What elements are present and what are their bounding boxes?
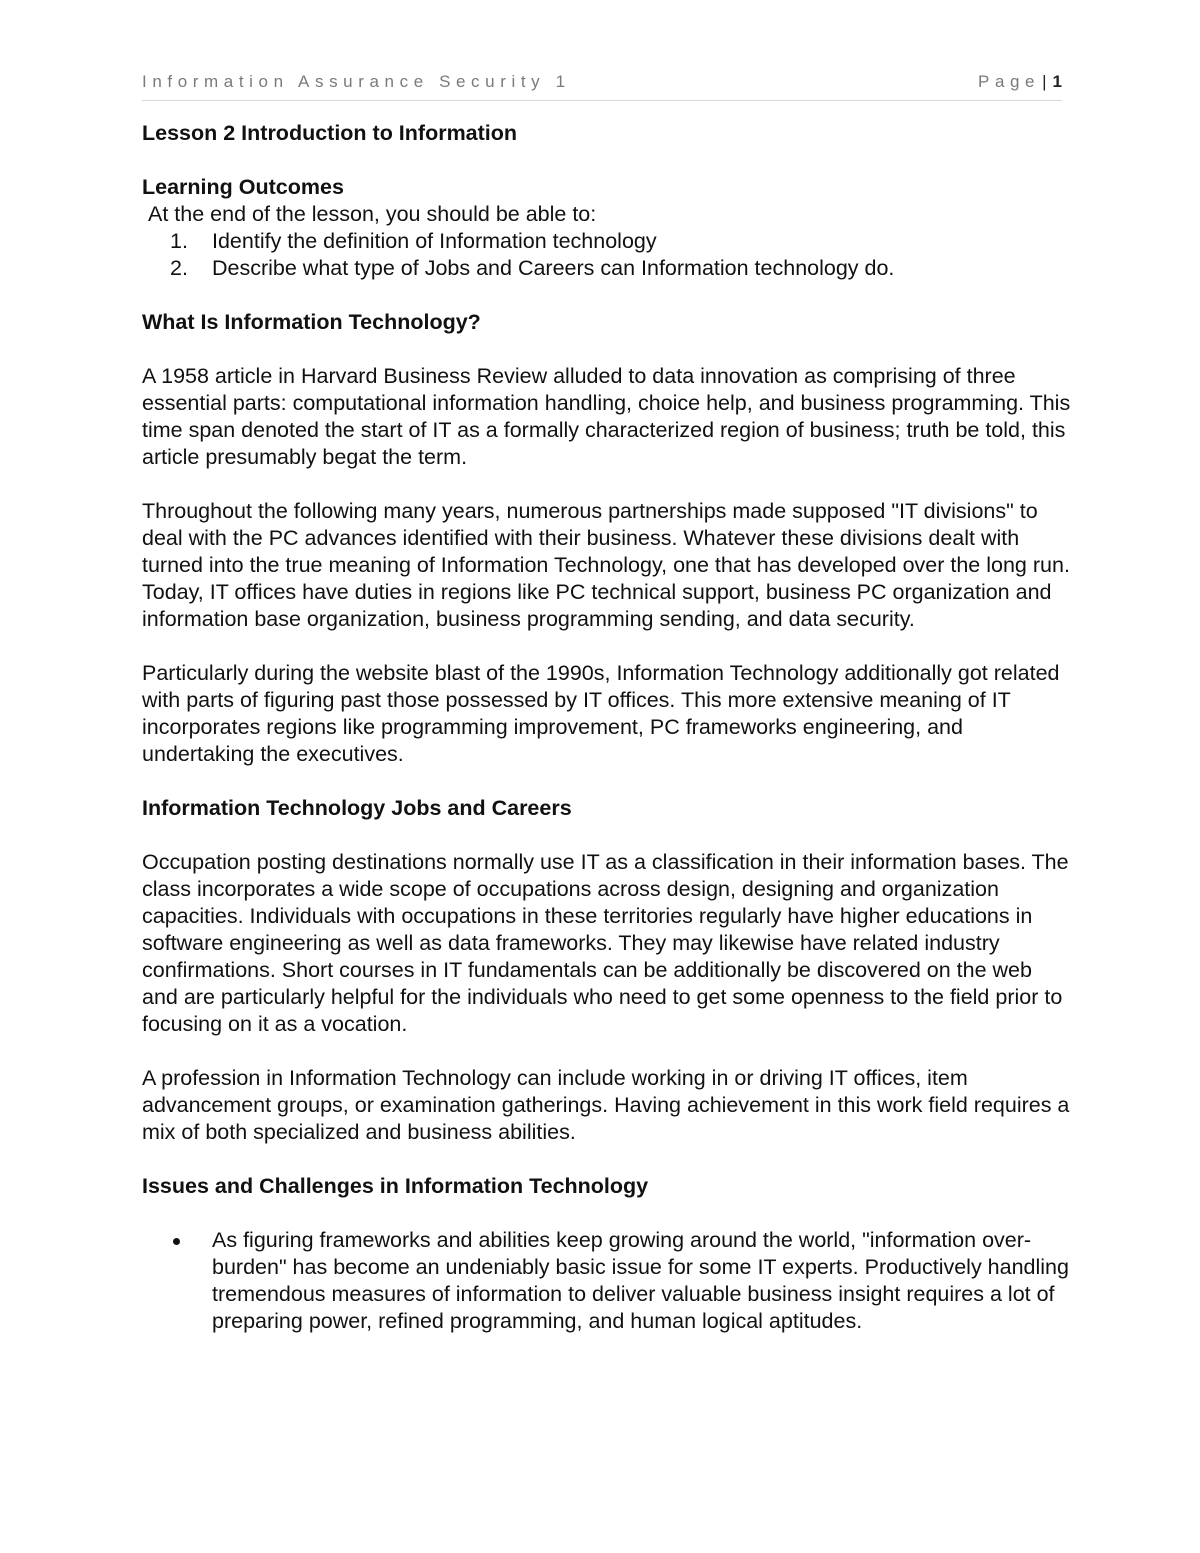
lesson-title: Lesson 2 Introduction to Information [142, 121, 518, 145]
list-item [142, 228, 1072, 255]
header-separator: | [1042, 72, 1047, 91]
paragraph: A 1958 article in Harvard Business Review alluded to data innovation as comprising of three essential parts: computational information handling, choice help, and business programming. This time span denoted the start of IT as a formally characterized region of business; truth be told, this article presumably begat the term. [142, 364, 1071, 469]
learning-outcomes-list [142, 228, 1072, 282]
list-item-number: 2. [170, 256, 188, 280]
learning-outcomes-intro: At the end of the lesson, you should be able to: [148, 202, 597, 226]
learning-outcomes-heading: Learning Outcomes [142, 175, 344, 199]
section-heading-jobs: Information Technology Jobs and Careers [142, 796, 572, 820]
list-item-text: Identify the definition of Information technology [212, 229, 657, 253]
list-item [142, 1227, 1072, 1335]
header-title: Information Assurance Security 1 [142, 72, 571, 91]
section-heading-what-is-it: What Is Information Technology? [142, 310, 481, 334]
bullet-icon [173, 1238, 180, 1245]
page-header [142, 72, 1062, 101]
paragraph: Occupation posting destinations normally use IT as a classification in their information bases. The class incorporates a wide scope of occupations across design, designing and organization capacities. Individuals with occupations in these territories regularly have higher educations in software engineering as well as data frameworks. They may likewise have related industry confirmations. Short courses in IT fundamentals can be additionally be discovered on the web and are particularly helpful for the individuals who need to get some openness to the field prior to focusing on it as a vocation. [142, 850, 1069, 1036]
header-page-indicator [978, 72, 1062, 92]
paragraph: A profession in Information Technology can include working in or driving IT offices, item advancement groups, or examination gatherings. Having achievement in this work field requires a mix of both specialized and business abilities. [142, 1066, 1070, 1144]
list-item-text: Describe what type of Jobs and Careers can Information technology do. [212, 256, 895, 280]
document-body [142, 120, 1072, 1335]
header-page-number: 1 [1052, 72, 1062, 91]
header-page-label: Page [978, 72, 1041, 91]
list-item [142, 255, 1072, 282]
paragraph: Particularly during the website blast of the 1990s, Information Technology additionally got related with parts of figuring past those possessed by IT offices. This more extensive meaning of IT incorporates regions like programming improvement, PC frameworks engineering, and undertaking the executives. [142, 661, 1060, 766]
issues-list [142, 1227, 1072, 1335]
section-heading-issues: Issues and Challenges in Information Technology [142, 1174, 649, 1198]
paragraph: Throughout the following many years, numerous partnerships made supposed "IT divisions" to deal with the PC advances identified with their business. Whatever these divisions dealt with turned into the true meaning of Information Technology, one that has developed over the long run. Today, IT offices have duties in regions like PC technical support, business PC organization and information base organization, business programming sending, and data security. [142, 499, 1070, 631]
list-item-text: As figuring frameworks and abilities keep growing around the world, "information over-burden" has become an undeniably basic issue for some IT experts. Productively handling tremendous measures of information to deliver valuable business insight requires a lot of preparing power, refined programming, and human logical aptitudes. [212, 1228, 1069, 1333]
list-item-number: 1. [170, 229, 188, 253]
